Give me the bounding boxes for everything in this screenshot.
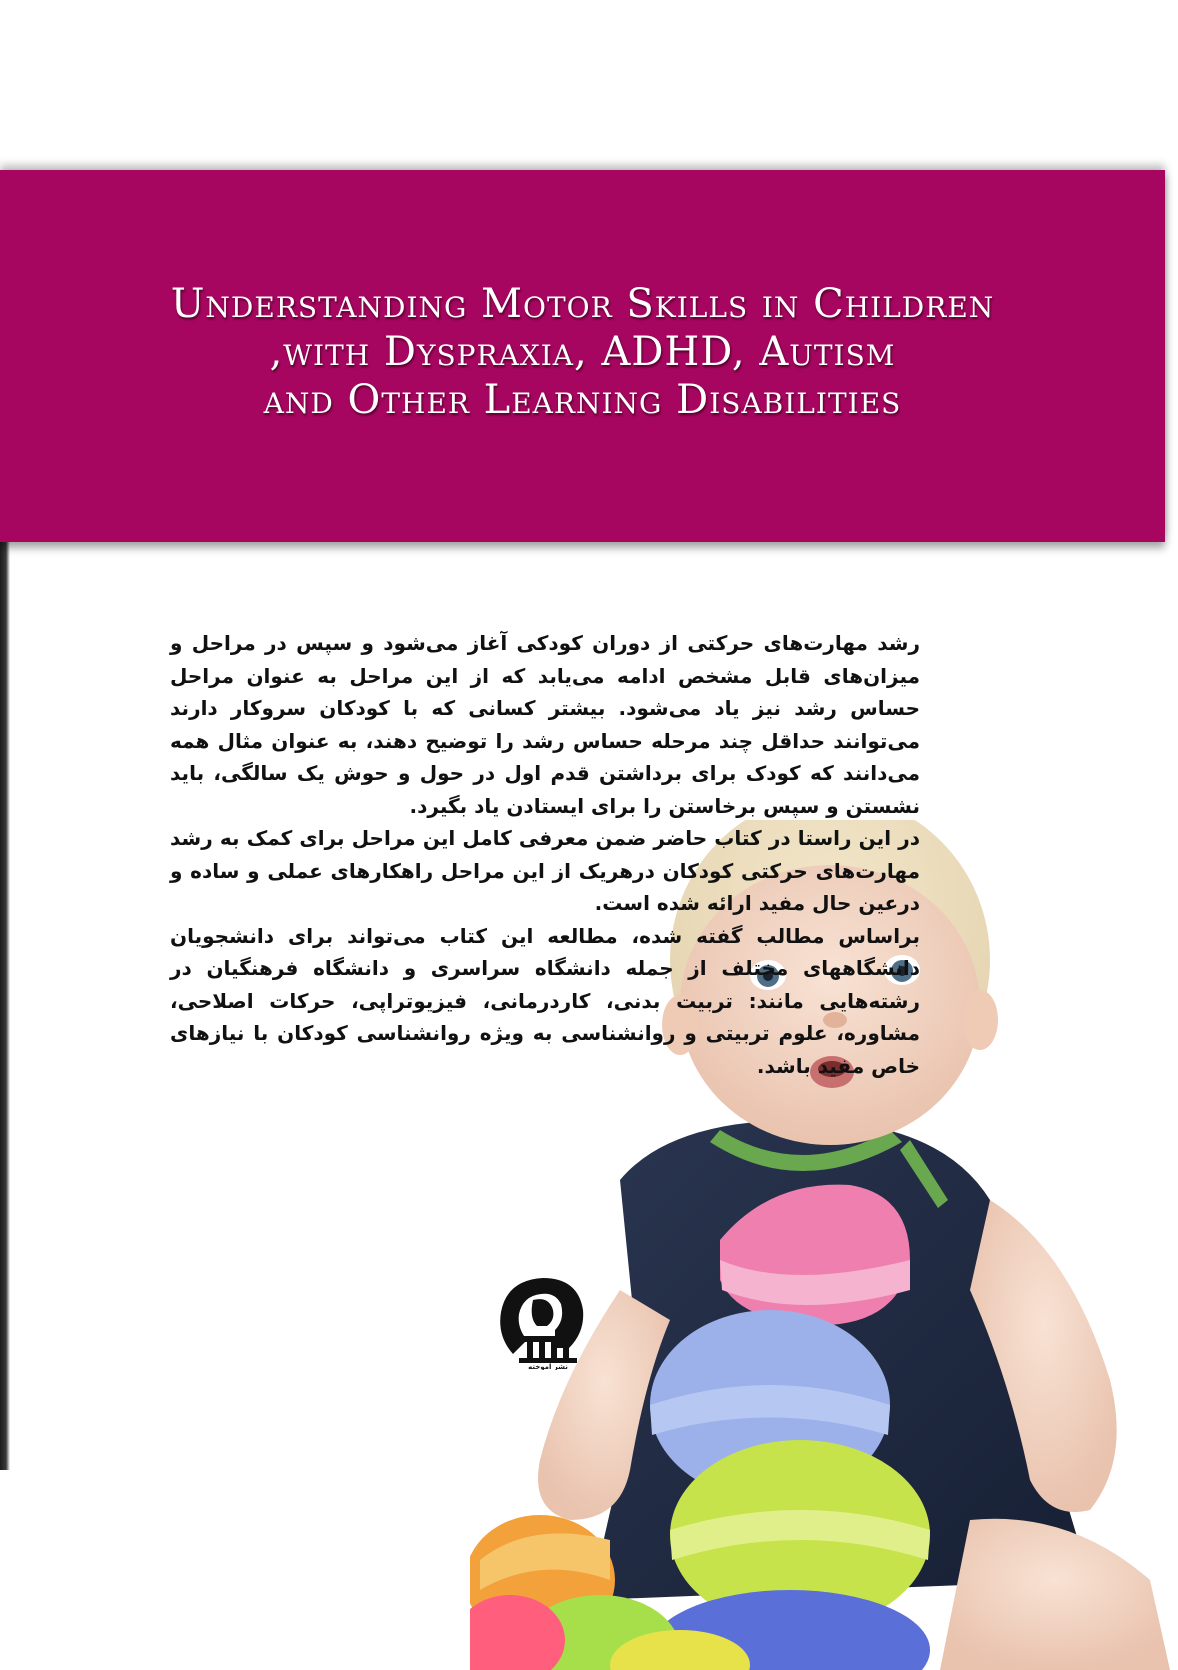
- book-description: [170, 627, 920, 1082]
- page-edge-shadow: [0, 540, 10, 1470]
- title-line-3: and Other Learning Disabilities: [263, 377, 902, 423]
- title-band: [0, 170, 1165, 542]
- description-paragraph-3: براساس مطالب گفته شده، مطالعه این کتاب می‌تواند برای دانشجویان دانشگاههای مختلف از جمله دانشگاه سراسری و دانشگاه فرهنگیان در رشته‌هایی مانند: تربیت بدنی، کاردرمانی، فیزیوتراپی، حرکات اصلاحی، مشاوره، علوم تربیتی و روانشناسی به ویژه روانشناسی کودکان با نیازهای خاص مفید باشد.: [170, 923, 920, 1078]
- description-paragraph-2: در این راستا در کتاب حاضر ضمن معرفی کامل این مراحل برای کمک به رشد مهارت‌های حرکتی کودکان درهریک از این مراحل راهکارهای عملی و ساده و درعین حال مفید ارائه شده است.: [170, 826, 920, 915]
- title-line-2: ,with Dyspraxia, ADHD, Autism: [269, 329, 896, 375]
- description-paragraph-1: رشد مهارت‌های حرکتی از دوران کودکی آغاز می‌شود و سپس در مراحل و میزان‌های قابل مشخص ادامه می‌یابد که از این مراحل به عنوان مراحل حساس رشد نیز یاد می‌شود. بیشتر کسانی که با کودکان سروکار دارند می‌توانند حداقل چند مرحله حساس رشد را توضیح دهند، به عنوان مثال همه می‌دانند که کودک برای برداشتن قدم اول در حول و حوش یک سالگی، باید نشستن و سپس برخاستن را برای ایستادن یاد بگیرد.: [170, 631, 920, 818]
- book-title: [60, 280, 1105, 424]
- publisher-logo: [493, 1270, 593, 1370]
- publisher-logo-text: نشر آموخته: [528, 1363, 568, 1370]
- title-line-1: Understanding Motor Skills in Children: [170, 281, 995, 327]
